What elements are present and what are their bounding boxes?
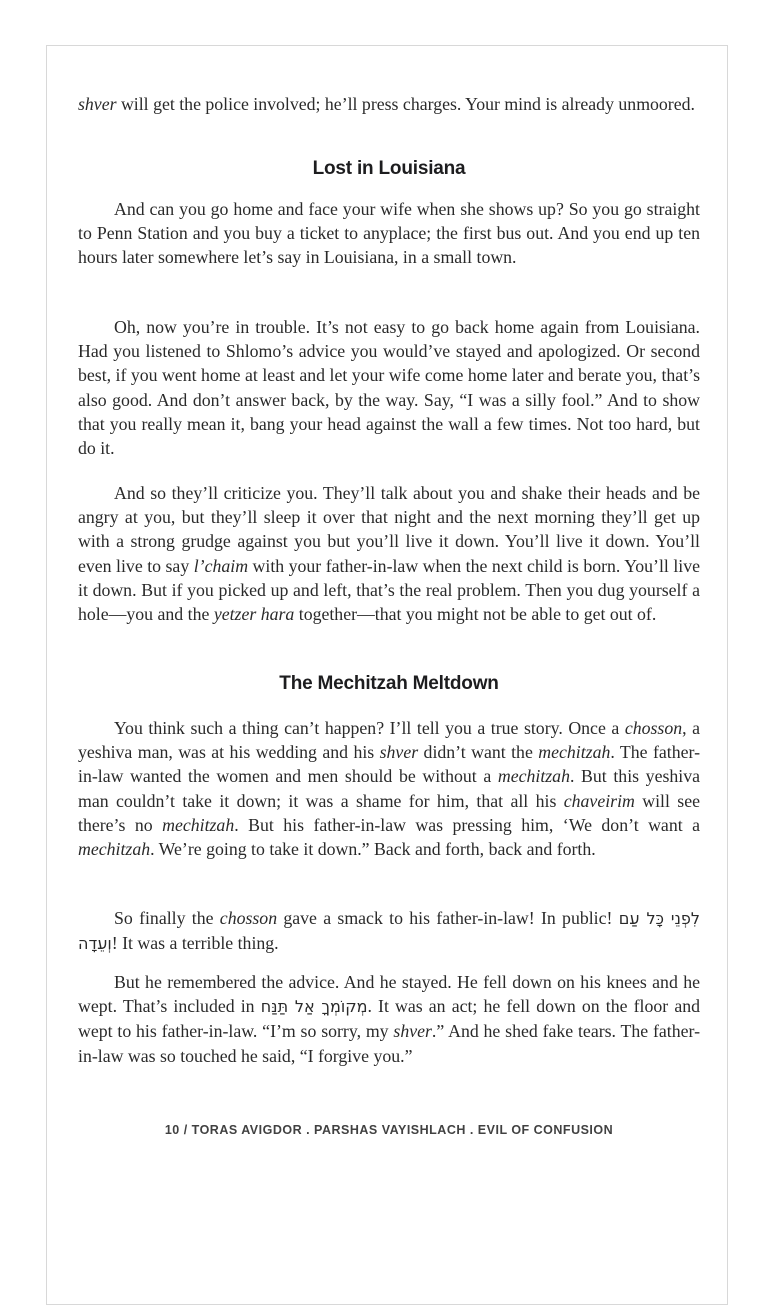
body-text-run: together—that you might not be able to get out of. — [294, 604, 657, 625]
italic-term: shver — [78, 94, 117, 114]
italic-term: shver — [393, 1021, 432, 1042]
italic-term: mechitzah — [497, 766, 570, 787]
body-text-run: gave a smack to his father-in-law! In public! — [277, 908, 619, 928]
body-text-run: will see there’s no — [78, 790, 700, 835]
body-text-run: will get the police involved; he’ll press charges. Your mind is already unmoored. — [116, 94, 695, 114]
body-text-run: . We’re going to take it down.” Back and forth, back and forth. — [150, 839, 596, 860]
italic-term: chosson — [624, 718, 683, 738]
section-heading-lost-in-louisiana: Lost in Louisiana — [312, 158, 466, 179]
paragraph-true-story — [78, 716, 700, 861]
italic-term: mechitzah — [162, 814, 235, 835]
body-text-run: .” And he shed fake tears. The father-in-law was so touched he said, “I forgive you.” — [78, 1021, 700, 1066]
paragraph-remembered-advice — [78, 970, 700, 1068]
italic-term: mechitzah — [78, 839, 151, 860]
body-text-run: . It was an act; he fell down on the floor and wept to his father-in-law. “I’m so sorry, my — [78, 996, 700, 1042]
italic-term: shver — [379, 742, 419, 763]
italic-term: chosson — [219, 908, 278, 928]
italic-term: mechitzah — [538, 742, 611, 763]
body-text-run: And can you go home and face your wife when she shows up? So you go straight to Penn Station and you buy a ticket to anyplace; the first bus out. And you end up ten hours later somewhere let’s say in Louisiana, in a small town. — [78, 199, 700, 268]
body-text-run: didn’t want the — [418, 742, 539, 763]
section-heading-mechitzah-meltdown: The Mechitzah Meltdown — [279, 673, 499, 694]
body-text-run: Oh, now you’re in trouble. It’s not easy to go back home again from Louisiana. Had you listened to Shlomo’s advice you would’ve stayed and apologized. Or second best, if you went home at least and let your wife come home later and berate you, that’s also good. And don’t answer back, by the way. Say, “I was a silly fool.” And to show that you really mean it, bang your head against the wall a few times. Not too hard, but do it. — [78, 317, 700, 459]
body-text-run: But he remembered the advice. And he stayed. He fell down on his knees and he wept. That’s included in — [78, 972, 700, 1017]
paragraph-penn-station — [78, 197, 700, 270]
body-text-run: . The father-in-law wanted the women and men should be without a — [78, 742, 700, 787]
body-text-run: And so they’ll criticize you. They’ll talk about you and shake their heads and be angry at you, but they’ll sleep it over that night and the next morning they’ll get up with a strong grudge against you but you’ll live it down. You’ll live it down. You’ll even live to say — [78, 483, 700, 576]
hebrew-phrase: לִפְנֵי כָּל עַם וְעֵדָה — [78, 909, 700, 954]
page-footer: 10 / TORAS AVIGDOR . PARSHAS VAYISHLACH . EVIL OF CONFUSION — [164, 1123, 614, 1137]
italic-term: l’chaim — [193, 555, 249, 576]
body-text-run: with your father-in-law when the next child is born. You’ll live it down. But if you picked up and left, that’s the real problem. Then you dug yourself a hole—you and the — [78, 555, 700, 625]
paragraph-live-it-down — [78, 481, 700, 626]
hebrew-phrase: מְקוֹמְךָ אַל תַּנַּח — [260, 997, 368, 1017]
paragraph-now-in-trouble — [78, 315, 700, 460]
italic-term: yetzer hara — [213, 604, 295, 625]
italic-term: chaveirim — [563, 790, 635, 811]
body-text-run: , a yeshiva man, was at his wedding and his — [78, 718, 700, 763]
paragraph-continuation — [78, 92, 700, 116]
body-text-run: You think such a thing can’t happen? I’ll tell you a true story. Once a — [114, 718, 625, 738]
paragraph-smack — [78, 906, 700, 956]
body-text-run: ! It was a terrible thing. — [111, 933, 279, 954]
body-text-run: So finally the — [114, 908, 220, 928]
body-text-run: . But this yeshiva man couldn’t take it down; it was a shame for him, that all his — [78, 766, 700, 811]
body-text-run: . But his father-in-law was pressing him, ‘We don’t want a — [234, 814, 701, 835]
